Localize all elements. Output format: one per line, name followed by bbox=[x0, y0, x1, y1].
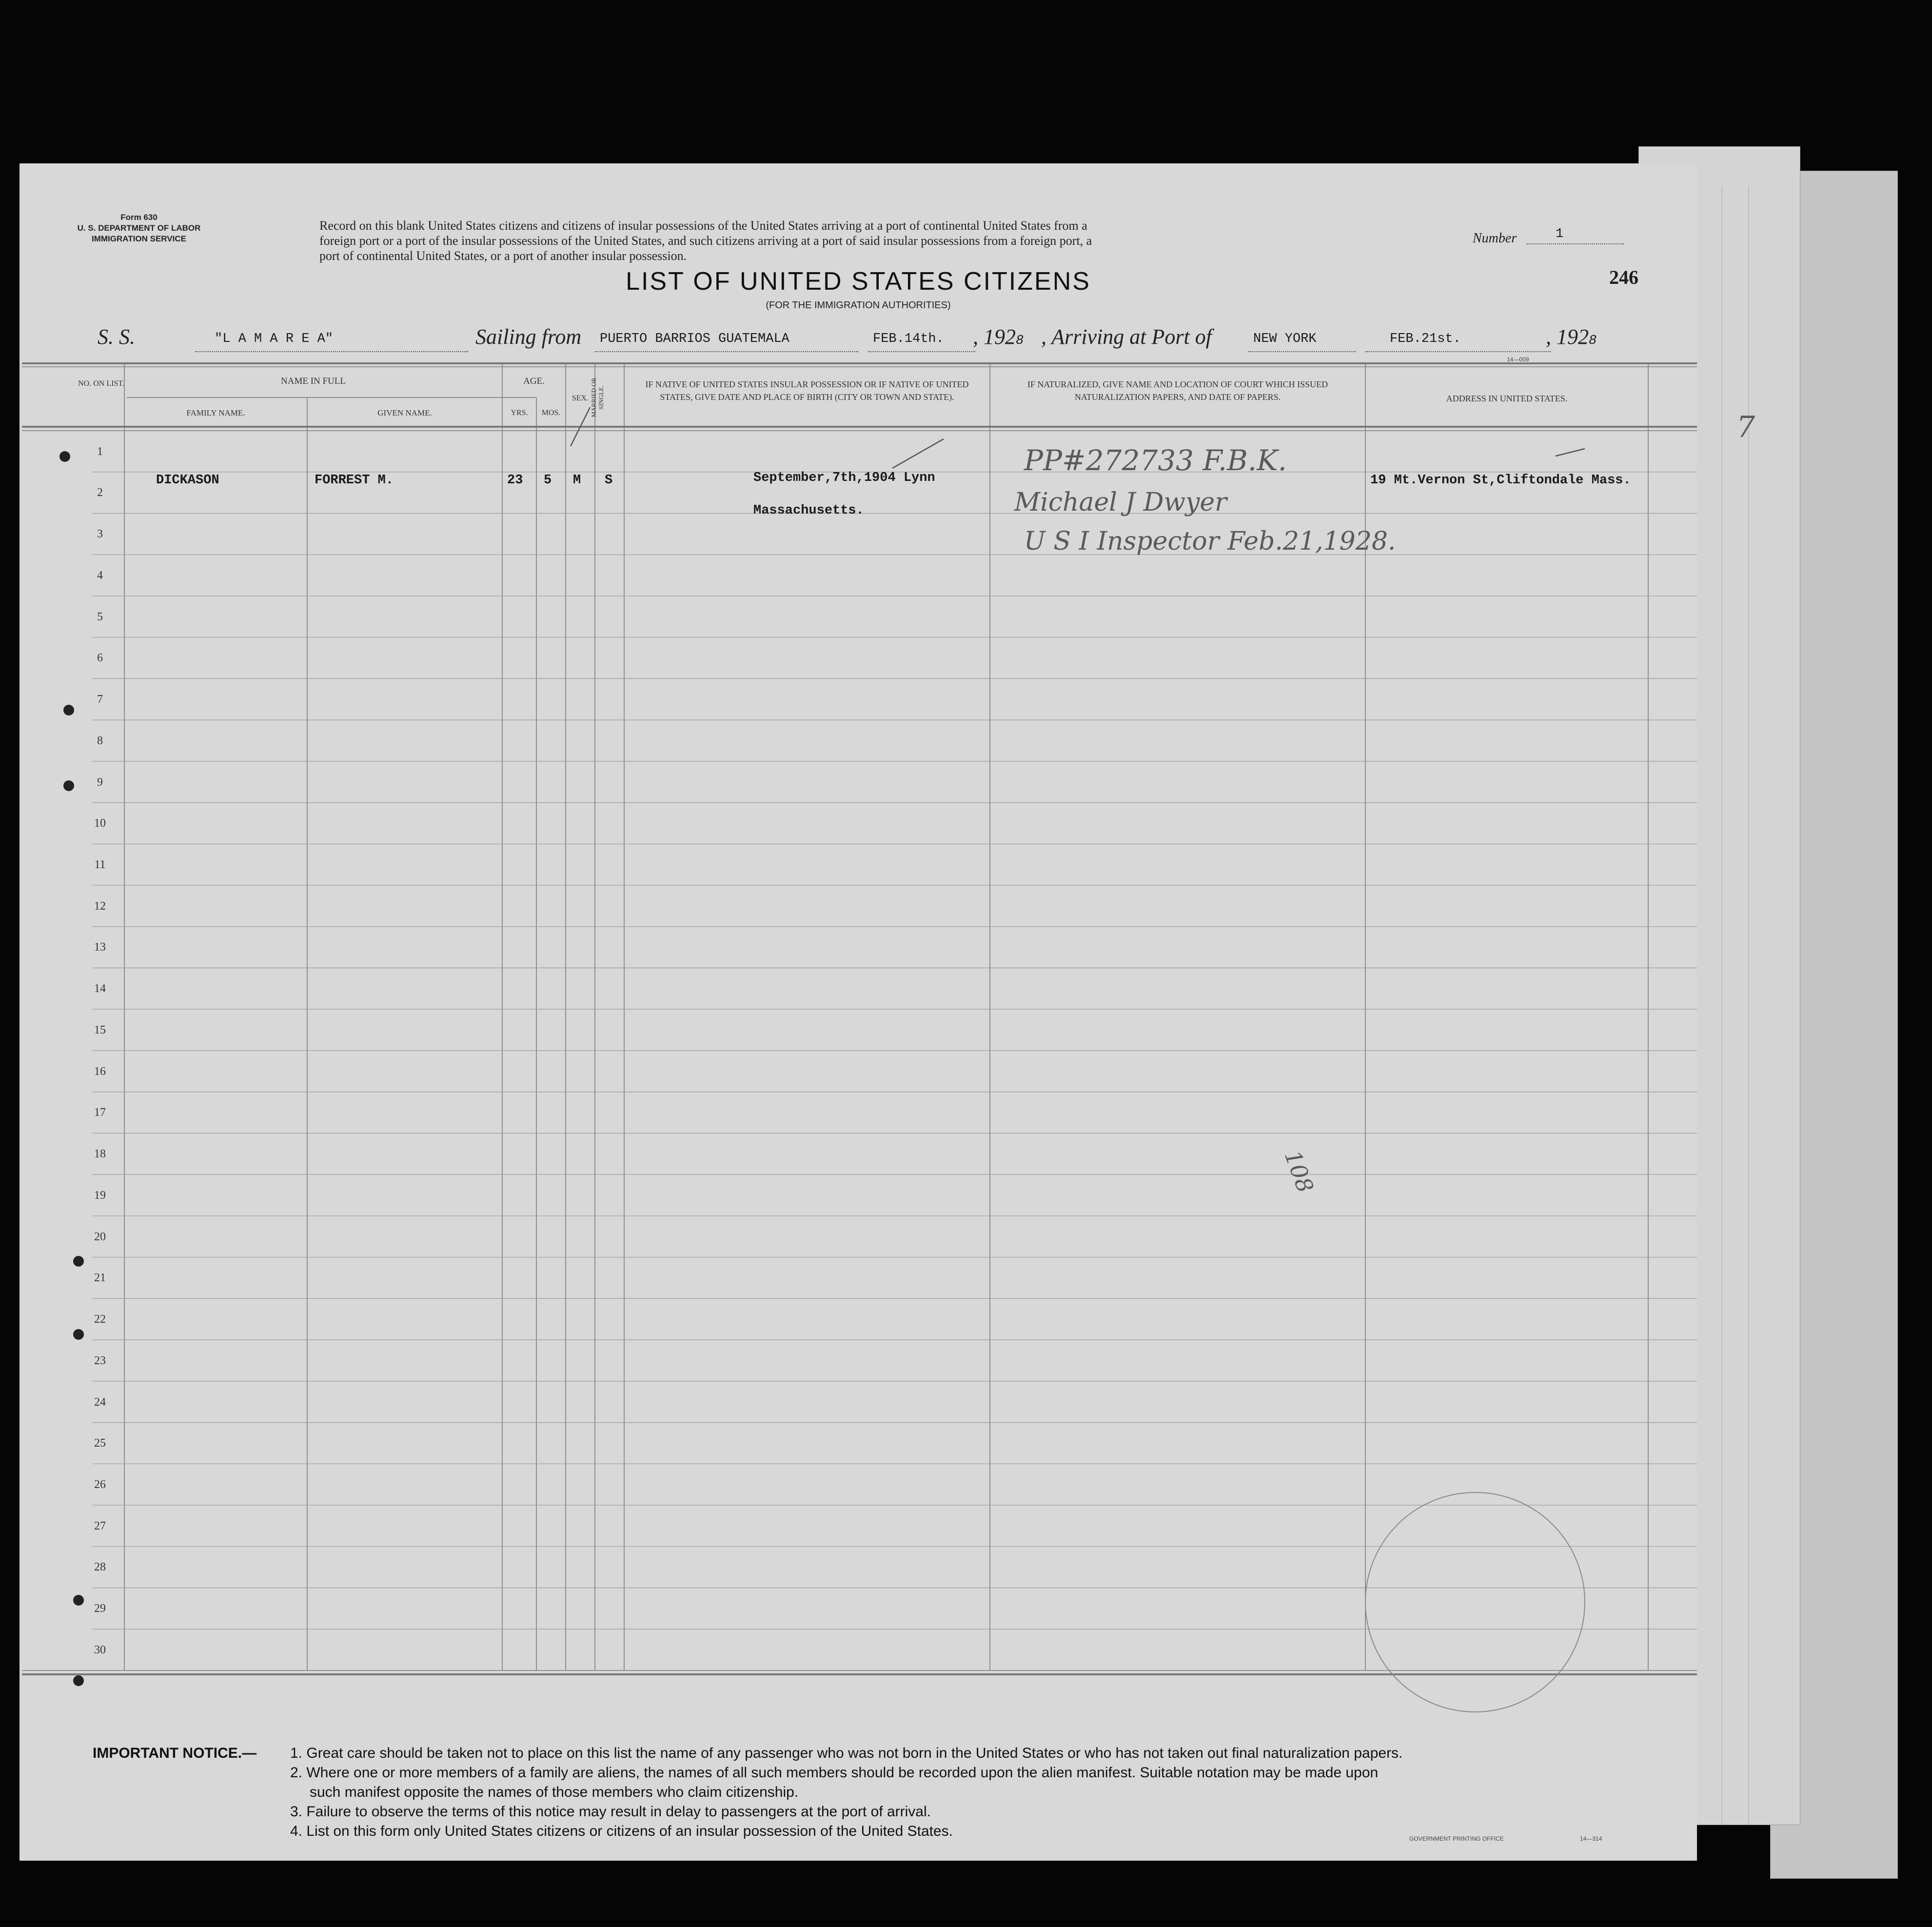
arrive-year-digit: 8 bbox=[1589, 334, 1597, 348]
inspector-note: U S I Inspector Feb.21,1928. bbox=[1024, 527, 1396, 556]
sex-cell: M bbox=[573, 473, 581, 488]
row-number: 12 bbox=[94, 899, 106, 913]
inspector-signature: Michael J Dwyer bbox=[1014, 488, 1227, 517]
col-name-in-full: NAME IN FULL bbox=[281, 376, 346, 386]
family-name-cell: DICKASON bbox=[156, 473, 219, 488]
birth-cell-line2: Massachusetts. bbox=[753, 503, 864, 518]
instructions-line: foreign port or a port of the insular possessions of the United States, and such citizens arriving at a port of said insular possessions from a foreign port, a bbox=[319, 234, 1092, 248]
address-cell: 19 Mt.Vernon St,Cliftondale Mass. bbox=[1370, 473, 1631, 488]
row-number: 28 bbox=[94, 1561, 106, 1574]
sail-year-digit: 8 bbox=[1016, 334, 1024, 348]
row-number: 26 bbox=[94, 1478, 106, 1491]
service: IMMIGRATION SERVICE bbox=[92, 234, 186, 243]
col-birth: IF NATIVE OF UNITED STATES INSULAR POSSESSION OR IF NATIVE OF UNITED STATES, GIVE DATE AND PLACE OF BIRTH (CITY OR TOWN AND STATE). bbox=[645, 379, 969, 402]
punch-hole bbox=[63, 780, 74, 791]
row-number: 5 bbox=[97, 610, 103, 623]
row-number: 18 bbox=[94, 1148, 106, 1161]
page-subtitle: (FOR THE IMMIGRATION AUTHORITIES) bbox=[766, 300, 951, 311]
birth-cell-line1: September,7th,1904 Lynn bbox=[753, 471, 935, 485]
row-number: 25 bbox=[94, 1437, 106, 1450]
punch-hole bbox=[73, 1256, 84, 1267]
punch-hole bbox=[59, 451, 70, 462]
age-months-cell: 5 bbox=[544, 473, 552, 488]
printer-code: 14—314 bbox=[1580, 1835, 1602, 1842]
row-number: 20 bbox=[94, 1230, 106, 1243]
manifest-page bbox=[20, 163, 1697, 1861]
number-label: Number bbox=[1473, 231, 1517, 246]
notice-item-2b: such manifest opposite the names of those members who claim citizenship. bbox=[310, 1784, 799, 1800]
row-number: 24 bbox=[94, 1395, 106, 1409]
row-number: 15 bbox=[94, 1023, 106, 1036]
row-number: 22 bbox=[94, 1313, 106, 1326]
col-sex: SEX. bbox=[572, 394, 589, 402]
row-number: 1 bbox=[97, 445, 103, 458]
printer-office: GOVERNMENT PRINTING OFFICE bbox=[1409, 1835, 1504, 1842]
row-number: 23 bbox=[94, 1354, 106, 1367]
sailing-label: Sailing from bbox=[475, 325, 582, 349]
col-married: MARRIED OR SINGLE. bbox=[590, 377, 605, 417]
punch-hole bbox=[73, 1675, 84, 1686]
row-number: 4 bbox=[97, 569, 103, 582]
row-number: 6 bbox=[97, 652, 103, 665]
col-address: ADDRESS IN UNITED STATES. bbox=[1446, 394, 1568, 403]
punch-hole bbox=[63, 705, 74, 715]
punch-hole bbox=[73, 1595, 84, 1606]
col-family-name: FAMILY NAME. bbox=[186, 408, 245, 417]
row-number: 29 bbox=[94, 1602, 106, 1615]
notice-item-1: 1. Great care should be taken not to place on this list the name of any passenger who was not born in the United States or who has not taken out final naturalization papers. bbox=[290, 1745, 1403, 1761]
married-cell: S bbox=[605, 473, 613, 488]
number-value: 1 bbox=[1556, 227, 1564, 241]
col-no: NO. ON LIST. bbox=[78, 379, 124, 388]
sail-date: FEB.14th. bbox=[873, 332, 944, 346]
ss-label: S. S. bbox=[98, 325, 135, 349]
passport-note: PP#272733 F.B.K. bbox=[1024, 444, 1287, 477]
row-number: 16 bbox=[94, 1065, 106, 1078]
given-name-cell: FORREST M. bbox=[315, 473, 394, 488]
page-mark: 108 bbox=[1279, 1147, 1319, 1196]
row-number: 8 bbox=[97, 734, 103, 747]
instructions-line: port of continental United States, or a port of another insular possession. bbox=[319, 249, 687, 263]
arrive-date: FEB.21st. bbox=[1390, 332, 1461, 346]
row-number: 17 bbox=[94, 1106, 106, 1119]
top-printer-code: 14—009 bbox=[1507, 356, 1529, 363]
notice-item-3: 3. Failure to observe the terms of this notice may result in delay to passengers at the port of arrival. bbox=[290, 1804, 931, 1820]
row-number: 21 bbox=[94, 1271, 106, 1285]
col-yrs: YRS. bbox=[511, 409, 528, 417]
col-mos: MOS. bbox=[541, 409, 561, 417]
row-number: 9 bbox=[97, 775, 103, 789]
page-number: 246 bbox=[1609, 266, 1638, 288]
ship-name: "L A M A R E A" bbox=[215, 332, 334, 346]
row-number: 19 bbox=[94, 1189, 106, 1202]
row-number: 14 bbox=[94, 982, 106, 995]
row-number: 7 bbox=[97, 693, 103, 706]
to-port: NEW YORK bbox=[1253, 332, 1317, 346]
row-number: 27 bbox=[94, 1519, 106, 1532]
from-port: PUERTO BARRIOS GUATEMALA bbox=[600, 332, 789, 346]
row-number: 10 bbox=[94, 817, 106, 830]
col-naturalized: IF NATURALIZED, GIVE NAME AND LOCATION OF COURT WHICH ISSUED NATURALIZATION PAPERS, AND DATE OF PAPERS. bbox=[1027, 379, 1328, 402]
col-age: AGE. bbox=[523, 376, 545, 386]
arrive-year-prefix: , 192 bbox=[1546, 325, 1589, 349]
side-mark: 7 bbox=[1736, 410, 1755, 444]
row-number: 3 bbox=[97, 528, 103, 541]
notice-item-4: 4. List on this form only United States citizens or citizens of an insular possession of the United States. bbox=[290, 1823, 953, 1839]
department: U. S. DEPARTMENT OF LABOR bbox=[77, 223, 201, 233]
instructions-line: Record on this blank United States citizens and citizens of insular possessions of the United States arriving at a port of continental United States from a bbox=[319, 219, 1087, 233]
form-number: Form 630 bbox=[120, 213, 158, 222]
row-number: 30 bbox=[94, 1643, 106, 1656]
notice-heading: IMPORTANT NOTICE.— bbox=[93, 1745, 257, 1761]
sail-year-prefix: , 192 bbox=[973, 325, 1016, 349]
arriving-label: , Arriving at Port of bbox=[1041, 325, 1212, 349]
notice-item-2a: 2. Where one or more members of a family are aliens, the names of all such members should be recorded upon the alien manifest. Suitable notation may be made upon bbox=[290, 1765, 1379, 1781]
punch-hole bbox=[73, 1329, 84, 1340]
page-title: LIST OF UNITED STATES CITIZENS bbox=[626, 267, 1091, 296]
col-given-name: GIVEN NAME. bbox=[377, 408, 432, 417]
row-number: 11 bbox=[94, 858, 106, 871]
age-years-cell: 23 bbox=[507, 473, 523, 488]
row-number: 2 bbox=[97, 486, 103, 499]
row-number: 13 bbox=[94, 941, 106, 954]
